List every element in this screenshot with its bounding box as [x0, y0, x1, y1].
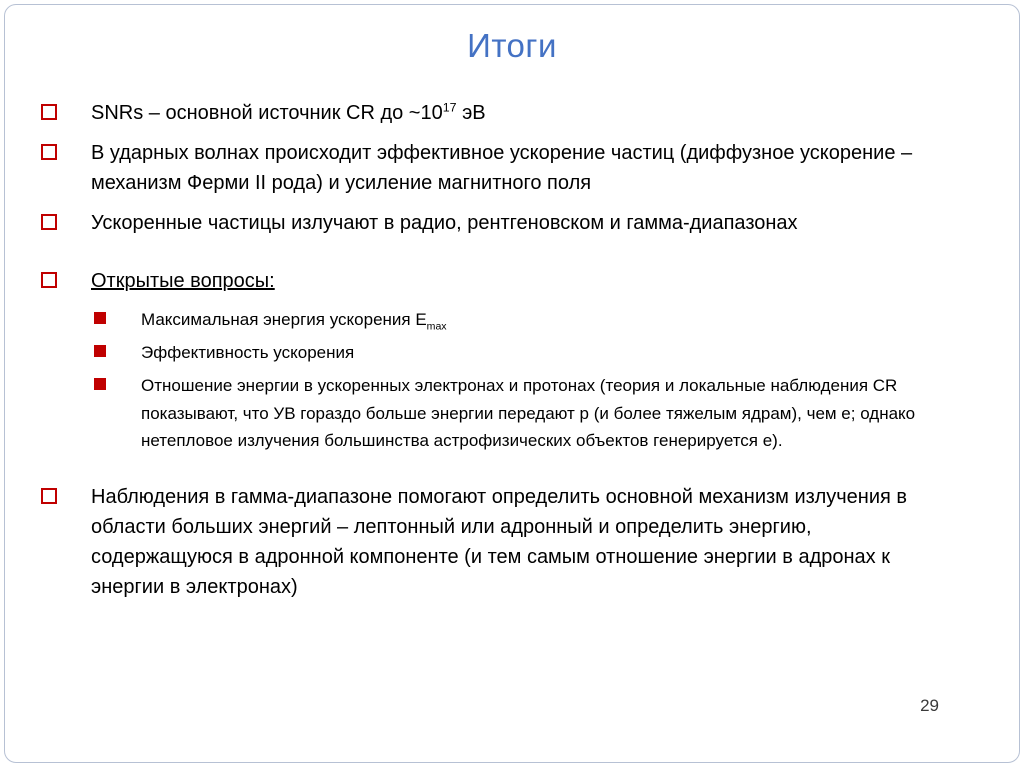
- exponent-17: 17: [442, 100, 457, 115]
- bullet-text-snrs: [91, 98, 486, 128]
- sub-bullet-icon-cell: [94, 372, 141, 390]
- bullet-text-shock-waves: В ударных волнах происходит эффективное ускорение частиц (диффузное ускорение – механизм Ферми II рода) и усиление магнитного поля: [91, 142, 913, 194]
- hollow-square-bullet-icon: [41, 104, 57, 120]
- bullet-text-radiation: Ускоренные частицы излучают в радио, рентгеновском и гамма-диапазонах: [91, 212, 798, 234]
- bullet-text-gamma-observations: Наблюдения в гамма-диапазоне помогают определить основной механизм излучения в области больших энергий – лептонный или адронный и определить энергию, содержащуюся в адронной компоненте (и тем самым отношение энергии в адронах к энергии в электронах): [91, 485, 908, 598]
- bullet-text-open-questions: Открытые вопросы:: [91, 270, 275, 292]
- page-title: Итоги: [467, 27, 557, 64]
- bullet-icon-cell: [41, 138, 91, 160]
- bullet-text-snrs-pre: SNRs – основной источник CR до ~10: [91, 102, 443, 124]
- bullet-icon-cell: [41, 98, 91, 120]
- bullet-icon-cell: [41, 266, 91, 288]
- sub-bullet-icon-cell: [94, 306, 141, 324]
- hollow-square-bullet-icon: [41, 488, 57, 504]
- bullet-item-shock-waves: [41, 138, 979, 198]
- subscript-max: max: [426, 320, 447, 333]
- bullet-item-snrs: [41, 98, 979, 128]
- filled-square-bullet-icon: [94, 345, 106, 357]
- sub-bullet-text-emax-pre: Максимальная энергия ускорения E: [141, 310, 427, 329]
- slide-frame: [4, 4, 1020, 763]
- bullet-item-radiation: [41, 208, 979, 238]
- bullet-item-open-questions: [41, 266, 979, 296]
- bullet-icon-cell: [41, 208, 91, 230]
- bullet-item-gamma-observations: [41, 482, 979, 602]
- hollow-square-bullet-icon: [41, 144, 57, 160]
- bullet-list: [5, 65, 1019, 602]
- hollow-square-bullet-icon: [41, 214, 57, 230]
- page-number: 29: [920, 696, 939, 715]
- sub-bullet-item-emax: [41, 306, 979, 333]
- sub-bullet-text-energy-ratio: Отношение энергии в ускоренных электронах и протонах (теория и локальные наблюдения CR показывают, что УВ гораздо больше энергии передают p (и более тяжелым ядрам), чем e; однако нетепловое излучения большинства астрофизических объектов генерируется e).: [141, 376, 916, 450]
- sub-bullet-icon-cell: [94, 339, 141, 357]
- sub-bullet-item-efficiency: [41, 339, 979, 366]
- filled-square-bullet-icon: [94, 378, 106, 390]
- filled-square-bullet-icon: [94, 312, 106, 324]
- bullet-icon-cell: [41, 482, 91, 504]
- sub-bullet-text-efficiency: Эффективность ускорения: [141, 343, 355, 363]
- hollow-square-bullet-icon: [41, 272, 57, 288]
- sub-bullet-text-emax: [141, 306, 447, 333]
- bullet-text-snrs-post: эВ: [456, 102, 486, 124]
- sub-bullet-item-energy-ratio: [41, 372, 979, 454]
